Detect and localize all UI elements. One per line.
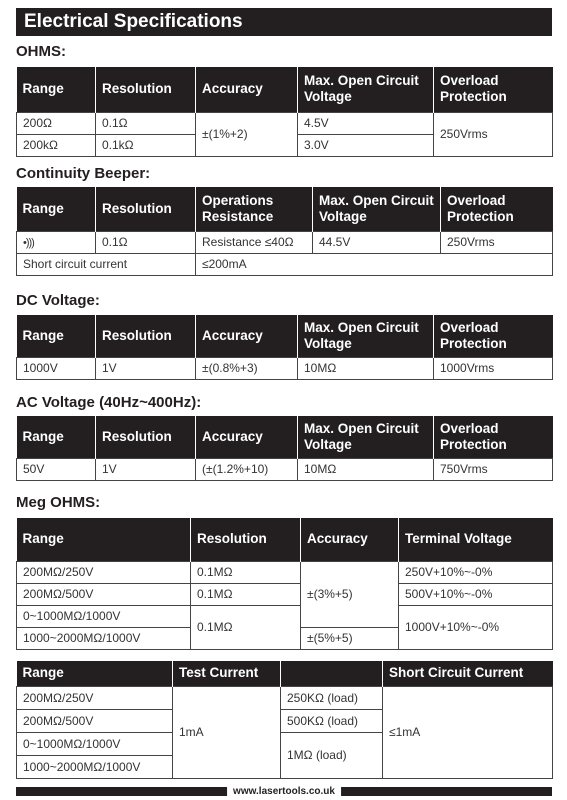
cell-range: 50V xyxy=(17,458,96,480)
cell-accuracy: ±(0.8%+3) xyxy=(196,357,298,379)
test-current-table xyxy=(16,661,553,779)
dc-table xyxy=(16,315,553,380)
header-short-circuit: Short Circuit Current xyxy=(383,661,553,686)
cell-load: 1MΩ (load) xyxy=(281,732,383,778)
cell-max-voltage: 3.0V xyxy=(298,134,434,156)
cell-terminal-voltage: 1000V+10%~-0% xyxy=(399,605,553,649)
cell-range xyxy=(17,231,96,253)
table-row xyxy=(17,686,553,709)
ac-table xyxy=(16,416,553,481)
cell-range: 200MΩ/250V xyxy=(17,561,191,583)
cell-range: 200Ω xyxy=(17,112,96,134)
cell-accuracy: ±(3%+5) xyxy=(301,561,399,627)
header-range: Range xyxy=(17,315,96,357)
header-accuracy: Accuracy xyxy=(196,416,298,458)
header-max-voltage: Max. Open Circuit Voltage xyxy=(313,187,441,231)
ohms-heading: OHMS: xyxy=(16,43,66,60)
cell-overload: 250Vrms xyxy=(441,231,553,253)
table-row xyxy=(17,561,553,583)
table-row xyxy=(17,253,553,275)
cell-range: 1000~2000MΩ/1000V xyxy=(17,627,191,649)
footer-website: www.lasertools.co.uk xyxy=(227,786,341,797)
table-row xyxy=(17,231,553,253)
header-overload: Overload Protection xyxy=(441,187,553,231)
header-resolution: Resolution xyxy=(96,315,196,357)
header-range: Range xyxy=(17,416,96,458)
cell-short-label: Short circuit current xyxy=(17,253,196,275)
cell-load: 500KΩ (load) xyxy=(281,709,383,732)
cell-resolution: 0.1Ω xyxy=(96,112,196,134)
header-operations: Operations Resistance xyxy=(196,187,313,231)
table-row xyxy=(17,583,553,605)
header-overload: Overload Protection xyxy=(434,315,553,357)
table-row xyxy=(17,357,553,379)
cell-range: 200MΩ/250V xyxy=(17,686,173,709)
header-accuracy: Accuracy xyxy=(196,315,298,357)
continuity-table xyxy=(16,187,553,276)
meg-table xyxy=(16,518,553,650)
cell-range: 200kΩ xyxy=(17,134,96,156)
footer-bar xyxy=(16,787,552,796)
beeper-icon: •))) xyxy=(23,236,34,249)
cell-resolution: 0.1kΩ xyxy=(96,134,196,156)
header-resolution: Resolution xyxy=(191,518,301,561)
cell-max-voltage: 10MΩ xyxy=(298,458,434,480)
header-accuracy: Accuracy xyxy=(301,518,399,561)
header-test-current: Test Current xyxy=(173,661,281,686)
cell-overload: 250Vrms xyxy=(434,112,553,156)
header-max-voltage: Max. Open Circuit Voltage xyxy=(298,416,434,458)
header-range: Range xyxy=(17,661,173,686)
cell-resolution: 0.1MΩ xyxy=(191,605,301,649)
cell-resolution: 0.1Ω xyxy=(96,231,196,253)
header-max-voltage: Max. Open Circuit Voltage xyxy=(298,67,434,112)
table-row xyxy=(17,605,553,627)
header-resolution: Resolution xyxy=(96,67,196,112)
ac-heading: AC Voltage (40Hz~400Hz): xyxy=(16,394,202,411)
table-row xyxy=(17,112,553,134)
cell-range: 0~1000MΩ/1000V xyxy=(17,605,191,627)
cell-short-value: ≤200mA xyxy=(196,253,553,275)
cell-operations: Resistance ≤40Ω xyxy=(196,231,313,253)
cell-max-voltage: 10MΩ xyxy=(298,357,434,379)
cell-accuracy: ±(1%+2) xyxy=(196,112,298,156)
cell-overload: 750Vrms xyxy=(434,458,553,480)
meg-heading: Meg OHMS: xyxy=(16,494,101,511)
cell-range: 200MΩ/500V xyxy=(17,583,191,605)
ohms-table xyxy=(16,67,553,157)
cell-test-current: 1mA xyxy=(173,686,281,778)
header-range: Range xyxy=(17,187,96,231)
header-max-voltage: Max. Open Circuit Voltage xyxy=(298,315,434,357)
table-row xyxy=(17,458,553,480)
dc-heading: DC Voltage: xyxy=(16,292,100,309)
header-resolution: Resolution xyxy=(96,416,196,458)
cell-max-voltage: 4.5V xyxy=(298,112,434,134)
header-overload: Overload Protection xyxy=(434,416,553,458)
continuity-heading: Continuity Beeper: xyxy=(16,165,151,182)
cell-resolution: 1V xyxy=(96,458,196,480)
header-range: Range xyxy=(17,518,191,561)
cell-accuracy: (±(1.2%+10) xyxy=(196,458,298,480)
header-range: Range xyxy=(17,67,96,112)
cell-accuracy: ±(5%+5) xyxy=(301,627,399,649)
cell-range: 1000~2000MΩ/1000V xyxy=(17,755,173,778)
cell-range: 1000V xyxy=(17,357,96,379)
cell-resolution: 1V xyxy=(96,357,196,379)
page-title: Electrical Specifications xyxy=(16,8,552,36)
header-load xyxy=(281,661,383,686)
cell-range: 200MΩ/500V xyxy=(17,709,173,732)
header-overload: Overload Protection xyxy=(434,67,553,112)
cell-terminal-voltage: 500V+10%~-0% xyxy=(399,583,553,605)
cell-overload: 1000Vrms xyxy=(434,357,553,379)
cell-max-voltage: 44.5V xyxy=(313,231,441,253)
cell-range: 0~1000MΩ/1000V xyxy=(17,732,173,755)
cell-resolution: 0.1MΩ xyxy=(191,561,301,583)
cell-resolution: 0.1MΩ xyxy=(191,583,301,605)
cell-short-circuit: ≤1mA xyxy=(383,686,553,778)
header-accuracy: Accuracy xyxy=(196,67,298,112)
cell-load: 250KΩ (load) xyxy=(281,686,383,709)
header-resolution: Resolution xyxy=(96,187,196,231)
cell-terminal-voltage: 250V+10%~-0% xyxy=(399,561,553,583)
header-terminal-voltage: Terminal Voltage xyxy=(399,518,553,561)
